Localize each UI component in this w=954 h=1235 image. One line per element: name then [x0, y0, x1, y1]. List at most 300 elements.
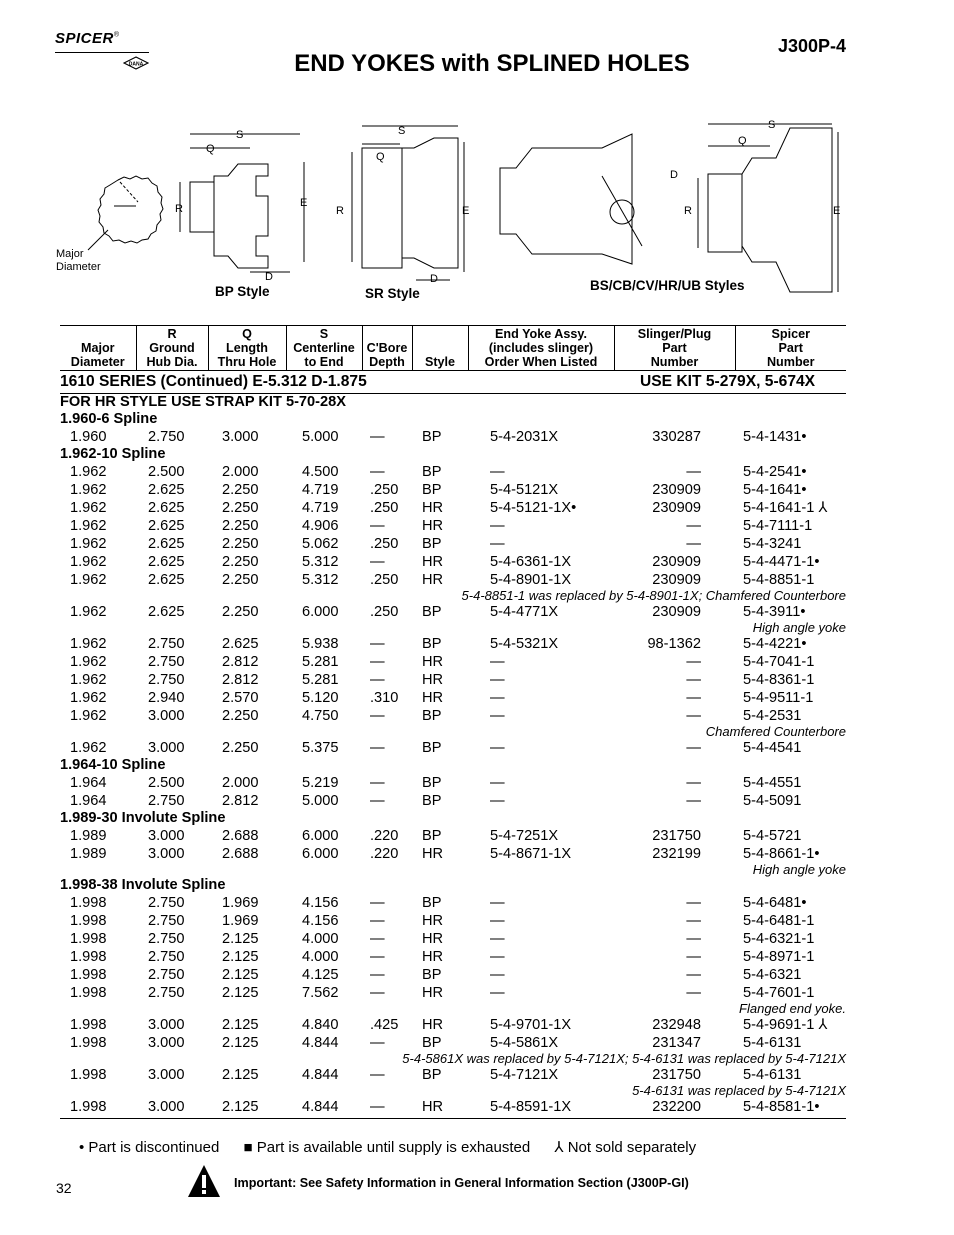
major-diameter: 1.962: [70, 740, 107, 756]
bp-dim-q: Q: [206, 143, 215, 155]
centerline-to-end: 4.719: [302, 482, 339, 498]
major-diameter: 1.964: [70, 793, 107, 809]
cbore-depth: —: [370, 775, 385, 791]
major-diameter: 1.998: [70, 949, 107, 965]
spicer-part-number: 5-4-7111-1: [743, 518, 813, 534]
centerline-to-end: 5.281: [302, 672, 339, 688]
style: BP: [422, 1035, 442, 1051]
column-header: C'Bore Depth: [362, 326, 412, 371]
bs-dim-r: R: [684, 205, 692, 217]
centerline-to-end: 5.000: [302, 429, 339, 445]
cbore-depth: .310: [370, 690, 399, 706]
end-yoke-table: [60, 325, 846, 1119]
safety-notice: Important: See Safety Information in General Information Section (J300P-GI): [234, 1176, 689, 1190]
length-thru-hole: 2.125: [222, 1067, 259, 1083]
centerline-to-end: 4.844: [286, 1098, 362, 1119]
end-yoke-assy: —: [490, 985, 505, 1001]
length-thru-hole: 2.625: [222, 636, 259, 652]
length-thru-hole: 2.125: [222, 967, 259, 983]
ground-hub-dia: 2.940: [148, 690, 185, 706]
end-yoke-assy: —: [490, 654, 505, 670]
centerline-to-end: 5.000: [302, 793, 339, 809]
table-row: [60, 671, 846, 689]
column-header: R Ground Hub Dia.: [136, 326, 208, 371]
slinger-part-number: —: [686, 708, 701, 724]
cbore-depth: —: [370, 949, 385, 965]
major-diameter: 1.962: [70, 572, 107, 588]
spicer-part-number: 5-4-8361-1: [743, 672, 815, 688]
spicer-logo: [55, 30, 144, 68]
major-diameter: 1.998: [70, 931, 107, 947]
style: HR: [422, 554, 444, 570]
end-yoke-assy: 5-4-5121X: [490, 482, 559, 498]
row-note: High angle yoke: [752, 862, 846, 877]
style: HR: [422, 985, 444, 1001]
slinger-part-number: —: [686, 895, 701, 911]
centerline-to-end: 4.156: [302, 895, 339, 911]
slinger-part-number: 98-1362: [647, 636, 701, 652]
length-thru-hole: 1.969: [222, 895, 259, 911]
yoke-drawings: [50, 112, 850, 300]
end-yoke-assy: 5-4-7121X: [490, 1067, 559, 1083]
row-note: 5-4-8851-1 was replaced by 5-4-8901-1X; Chamfered Counterbore: [461, 588, 846, 603]
slinger-part-number: 231750: [652, 1067, 701, 1083]
end-yoke-assy: —: [490, 895, 505, 911]
group-title: 1.964-10 Spline: [60, 757, 166, 773]
table-row: [60, 1034, 846, 1052]
row-note: Flanged end yoke.: [739, 1001, 846, 1016]
bp-style-drawing: [180, 134, 304, 272]
slinger-part-number: 232199: [652, 846, 701, 862]
length-thru-hole: 1.969: [222, 913, 259, 929]
slinger-part-number: —: [686, 985, 701, 1001]
legend-discontinued: • Part is discontinued: [79, 1139, 220, 1156]
ground-hub-dia: 3.000: [148, 1017, 185, 1033]
cbore-depth: .220: [370, 846, 399, 862]
length-thru-hole: 2.812: [222, 654, 259, 670]
style: BP: [422, 793, 442, 809]
spicer-part-number: 5-4-2531: [743, 708, 802, 724]
length-thru-hole: 2.000: [222, 775, 259, 791]
bp-dim-s: S: [236, 129, 244, 141]
style: HR: [422, 949, 444, 965]
bp-dim-e: E: [300, 197, 308, 209]
cbore-depth: —: [370, 913, 385, 929]
spicer-part-number: 5-4-7601-1: [743, 985, 815, 1001]
cbore-depth: —: [362, 1098, 412, 1119]
cbore-depth: —: [370, 708, 385, 724]
major-diameter: 1.998: [60, 1098, 136, 1119]
ground-hub-dia: 3.000: [148, 1035, 185, 1051]
warning-icon: [186, 1163, 222, 1199]
spicer-part-number: 5-4-4551: [743, 775, 802, 791]
column-header: Slinger/Plug Part Number: [614, 326, 735, 371]
length-thru-hole: 2.125: [222, 1017, 259, 1033]
bs-dim-s: S: [768, 119, 776, 131]
major-diameter: 1.962: [70, 672, 107, 688]
spicer-part-number: 5-4-1431•: [743, 429, 807, 445]
major-diameter: 1.962: [70, 708, 107, 724]
cbore-depth: —: [370, 985, 385, 1001]
end-yoke-assy: —: [490, 775, 505, 791]
group-header-row: [60, 877, 846, 894]
style: BP: [422, 967, 442, 983]
sr-dim-r: R: [336, 205, 344, 217]
column-header: S Centerline to End: [286, 326, 362, 371]
centerline-to-end: 5.219: [302, 775, 339, 791]
cbore-depth: —: [370, 464, 385, 480]
spicer-part-number: 5-4-3911•: [743, 604, 806, 620]
ground-hub-dia: 2.750: [148, 654, 185, 670]
bs-style-label: BS/CB/CV/HR/UB Styles: [590, 278, 745, 293]
style: HR: [422, 500, 444, 516]
centerline-to-end: 6.000: [302, 846, 339, 862]
length-thru-hole: 2.250: [222, 740, 259, 756]
centerline-to-end: 4.500: [302, 464, 339, 480]
column-header: Major Diameter: [60, 326, 136, 371]
slinger-part-number: 230909: [652, 500, 701, 516]
length-thru-hole: 2.250: [222, 708, 259, 724]
length-thru-hole: 2.250: [222, 482, 259, 498]
style: HR: [422, 518, 444, 534]
table-row: [60, 603, 846, 621]
end-yoke-assy: 5-4-4771X: [490, 604, 559, 620]
centerline-to-end: 6.000: [302, 604, 339, 620]
end-yoke-assy: 5-4-2031X: [490, 429, 559, 445]
note-row: [60, 621, 846, 635]
length-thru-hole: 2.570: [222, 690, 259, 706]
group-title: 1.960-6 Spline: [60, 411, 158, 427]
style: HR: [422, 931, 444, 947]
sr-dim-d: D: [430, 273, 438, 285]
spicer-part-number: 5-4-6131: [743, 1067, 802, 1083]
note-row: [60, 589, 846, 603]
ground-hub-dia: 2.625: [148, 500, 185, 516]
table-row: [60, 827, 846, 845]
style: HR: [422, 1017, 444, 1033]
cbore-depth: —: [370, 931, 385, 947]
style: HR: [422, 654, 444, 670]
major-diameter: 1.962: [70, 464, 107, 480]
major-diameter: 1.998: [70, 1017, 107, 1033]
slinger-part-number: 230909: [652, 572, 701, 588]
table-row: [60, 499, 846, 517]
length-thru-hole: 2.250: [222, 500, 259, 516]
group-header-row: [60, 446, 846, 463]
bp-dim-r: R: [175, 203, 183, 215]
row-note: High angle yoke: [752, 620, 846, 635]
style: HR: [422, 846, 444, 862]
major-diameter: 1.962: [70, 690, 107, 706]
spicer-part-number: 5-4-4471-1•: [743, 554, 820, 570]
major-diameter: 1.998: [70, 967, 107, 983]
style: BP: [422, 1067, 442, 1083]
cbore-depth: .250: [370, 500, 399, 516]
legend-not-sold: ⅄ Not sold separately: [554, 1139, 697, 1156]
cbore-depth: —: [370, 518, 385, 534]
table-row: [60, 1098, 846, 1119]
slinger-part-number: —: [686, 913, 701, 929]
ground-hub-dia: 2.750: [148, 895, 185, 911]
style: BP: [422, 604, 442, 620]
table-row: [60, 463, 846, 481]
cbore-depth: —: [370, 636, 385, 652]
dana-logo-text: DANA: [128, 61, 144, 68]
style: HR: [422, 572, 444, 588]
spicer-part-number: 5-4-2541•: [743, 464, 807, 480]
slinger-part-number: —: [686, 949, 701, 965]
ground-hub-dia: 3.000: [148, 828, 185, 844]
slinger-part-number: 232200: [614, 1098, 735, 1119]
note-row: [60, 863, 846, 877]
spicer-part-number: 5-4-5721: [743, 828, 802, 844]
cbore-depth: —: [370, 1035, 385, 1051]
slinger-part-number: —: [686, 931, 701, 947]
centerline-to-end: 5.312: [302, 554, 339, 570]
ground-hub-dia: 3.000: [148, 708, 185, 724]
slinger-part-number: —: [686, 775, 701, 791]
centerline-to-end: 4.840: [302, 1017, 339, 1033]
major-diameter: 1.998: [70, 1035, 107, 1051]
sr-dim-s: S: [398, 125, 406, 137]
end-yoke-assy: —: [490, 740, 505, 756]
style: HR: [422, 913, 444, 929]
ground-hub-dia: 3.000: [136, 1098, 208, 1119]
cbore-depth: —: [370, 554, 385, 570]
cbore-depth: —: [370, 654, 385, 670]
slinger-part-number: —: [686, 740, 701, 756]
ground-hub-dia: 2.625: [148, 536, 185, 552]
major-diameter: 1.989: [70, 828, 107, 844]
centerline-to-end: 5.281: [302, 654, 339, 670]
table-row: [60, 774, 846, 792]
slinger-part-number: —: [686, 518, 701, 534]
end-yoke-assy: —: [490, 518, 505, 534]
cbore-depth: .250: [370, 482, 399, 498]
centerline-to-end: 7.562: [302, 985, 339, 1001]
group-header-row: [60, 394, 846, 412]
centerline-to-end: 5.062: [302, 536, 339, 552]
centerline-to-end: 5.312: [302, 572, 339, 588]
sr-style-label: SR Style: [365, 286, 420, 301]
style: HR: [422, 690, 444, 706]
length-thru-hole: 2.812: [222, 672, 259, 688]
slinger-part-number: 231750: [652, 828, 701, 844]
style: BP: [422, 828, 442, 844]
spicer-part-number: 5-4-9511-1: [743, 690, 814, 706]
end-yoke-assy: 5-4-8671-1X: [490, 846, 572, 862]
end-yoke-assy: 5-4-7251X: [490, 828, 559, 844]
spicer-part-number: 5-4-7041-1: [743, 654, 815, 670]
sr-style-drawing: [352, 126, 464, 280]
end-yoke-assy: 5-4-5321X: [490, 636, 559, 652]
end-yoke-assy: 5-4-6361-1X: [490, 554, 572, 570]
end-yoke-assy: 5-4-9701-1X: [490, 1017, 572, 1033]
cbore-depth: —: [370, 672, 385, 688]
centerline-to-end: 5.938: [302, 636, 339, 652]
table-row: [60, 948, 846, 966]
cbore-depth: —: [370, 967, 385, 983]
ground-hub-dia: 2.625: [148, 572, 185, 588]
style: HR: [412, 1098, 468, 1119]
note-row: [60, 1084, 846, 1098]
centerline-to-end: 4.844: [302, 1067, 339, 1083]
row-note: 5-4-5861X was replaced by 5-4-7121X; 5-4-6131 was replaced by 5-4-7121X: [402, 1051, 846, 1066]
page-title: END YOKES with SPLINED HOLES: [294, 50, 690, 77]
ground-hub-dia: 2.625: [148, 554, 185, 570]
ground-hub-dia: 2.750: [148, 793, 185, 809]
group-title: 1.989-30 Involute Spline: [60, 810, 226, 826]
ground-hub-dia: 2.750: [148, 985, 185, 1001]
style: BP: [422, 895, 442, 911]
spicer-part-number: 5-4-5091: [743, 793, 802, 809]
length-thru-hole: 2.125: [222, 1035, 259, 1051]
centerline-to-end: 6.000: [302, 828, 339, 844]
table-row: [60, 984, 846, 1002]
table-row: [60, 894, 846, 912]
column-header: Q Length Thru Hole: [208, 326, 286, 371]
table-row: [60, 1016, 846, 1034]
column-header: Style: [412, 326, 468, 371]
style: BP: [422, 464, 442, 480]
length-thru-hole: 2.250: [222, 536, 259, 552]
bs-dim-d: D: [670, 169, 678, 181]
major-diameter: 1.989: [70, 846, 107, 862]
table-row: [60, 653, 846, 671]
table-row: [60, 912, 846, 930]
length-thru-hole: 3.000: [222, 429, 259, 445]
table-row: [60, 517, 846, 535]
table-row: [60, 635, 846, 653]
slinger-part-number: 330287: [652, 429, 701, 445]
spicer-part-number: 5-4-9691-1 ⅄: [743, 1017, 828, 1033]
ground-hub-dia: 2.500: [148, 775, 185, 791]
table-row: [60, 481, 846, 499]
end-yoke-assy: —: [490, 690, 505, 706]
major-diameter: 1.998: [70, 1067, 107, 1083]
bs-style-drawing: [500, 124, 841, 292]
group-title: FOR HR STYLE USE STRAP KIT 5-70-28X: [60, 394, 346, 410]
note-row: [60, 1002, 846, 1016]
spicer-part-number: 5-4-8661-1•: [743, 846, 820, 862]
major-diameter-label: Major Diameter: [56, 248, 101, 273]
spicer-part-number: 5-4-6131: [743, 1035, 802, 1051]
major-diameter: 1.962: [70, 518, 107, 534]
major-diameter: 1.998: [70, 895, 107, 911]
ground-hub-dia: 3.000: [148, 740, 185, 756]
major-diameter: 1.998: [70, 985, 107, 1001]
centerline-to-end: 5.375: [302, 740, 339, 756]
spicer-part-number: 5-4-6481-1: [743, 913, 815, 929]
table-row: [60, 930, 846, 948]
centerline-to-end: 4.750: [302, 708, 339, 724]
spicer-part-number: 5-4-4541: [743, 740, 802, 756]
table-row: [60, 689, 846, 707]
centerline-to-end: 4.906: [302, 518, 339, 534]
length-thru-hole: 2.125: [222, 949, 259, 965]
end-yoke-assy: —: [490, 913, 505, 929]
centerline-to-end: 4.156: [302, 913, 339, 929]
major-diameter: 1.962: [70, 554, 107, 570]
cbore-depth: —: [370, 429, 385, 445]
length-thru-hole: 2.000: [222, 464, 259, 480]
row-note: Chamfered Counterbore: [705, 724, 846, 739]
length-thru-hole: 2.125: [222, 931, 259, 947]
end-yoke-assy: 5-4-8901-1X: [490, 572, 572, 588]
end-yoke-assy: 5-4-8591-1X: [468, 1098, 614, 1119]
group-title: 1.962-10 Spline: [60, 446, 166, 462]
centerline-to-end: 4.000: [302, 931, 339, 947]
table-row: [60, 707, 846, 725]
spline-end-view: [88, 176, 163, 250]
end-yoke-assy: 5-4-5121-1X•: [490, 500, 577, 516]
spicer-part-number: 5-4-8581-1•: [735, 1098, 846, 1119]
major-diameter: 1.962: [70, 482, 107, 498]
ground-hub-dia: 3.000: [148, 1067, 185, 1083]
length-thru-hole: 2.688: [222, 828, 259, 844]
centerline-to-end: 4.000: [302, 949, 339, 965]
slinger-part-number: 232948: [652, 1017, 701, 1033]
ground-hub-dia: 2.625: [148, 604, 185, 620]
centerline-to-end: 5.120: [302, 690, 339, 706]
style: BP: [422, 740, 442, 756]
column-header: Spicer Part Number: [735, 326, 846, 371]
note-row: [60, 1052, 846, 1066]
spicer-part-number: 5-4-6321: [743, 967, 802, 983]
style: HR: [422, 672, 444, 688]
table-row: [60, 966, 846, 984]
ground-hub-dia: 2.625: [148, 518, 185, 534]
slinger-part-number: —: [686, 690, 701, 706]
slinger-part-number: 230909: [652, 554, 701, 570]
sr-dim-e: E: [462, 205, 470, 217]
sr-dim-q: Q: [376, 151, 385, 163]
end-yoke-assy: —: [490, 536, 505, 552]
legend: [79, 1138, 716, 1156]
bp-style-label: BP Style: [215, 284, 270, 299]
ground-hub-dia: 2.750: [148, 429, 185, 445]
length-thru-hole: 2.125: [208, 1098, 286, 1119]
bp-dim-d: D: [265, 271, 273, 283]
table-row: [60, 571, 846, 589]
column-header: End Yoke Assy. (includes slinger) Order When Listed: [468, 326, 614, 371]
table-row: [60, 792, 846, 810]
major-diameter: 1.962: [70, 636, 107, 652]
table-body: [60, 371, 846, 1119]
cbore-depth: —: [370, 740, 385, 756]
style: BP: [422, 636, 442, 652]
end-yoke-assy: —: [490, 793, 505, 809]
table-row: [60, 535, 846, 553]
style: BP: [422, 429, 442, 445]
brand-name: SPICER: [55, 30, 114, 47]
centerline-to-end: 4.125: [302, 967, 339, 983]
table-header-row: [60, 326, 846, 371]
major-diameter: 1.998: [70, 913, 107, 929]
ground-hub-dia: 3.000: [148, 846, 185, 862]
ground-hub-dia: 2.750: [148, 931, 185, 947]
end-yoke-assy: —: [490, 708, 505, 724]
end-yoke-assy: —: [490, 672, 505, 688]
slinger-part-number: 231347: [652, 1035, 701, 1051]
spicer-part-number: 5-4-6481•: [743, 895, 807, 911]
slinger-part-number: 230909: [652, 604, 701, 620]
centerline-to-end: 4.719: [302, 500, 339, 516]
cbore-depth: —: [370, 793, 385, 809]
length-thru-hole: 2.688: [222, 846, 259, 862]
spicer-part-number: 5-4-3241: [743, 536, 802, 552]
table-row: [60, 1066, 846, 1084]
